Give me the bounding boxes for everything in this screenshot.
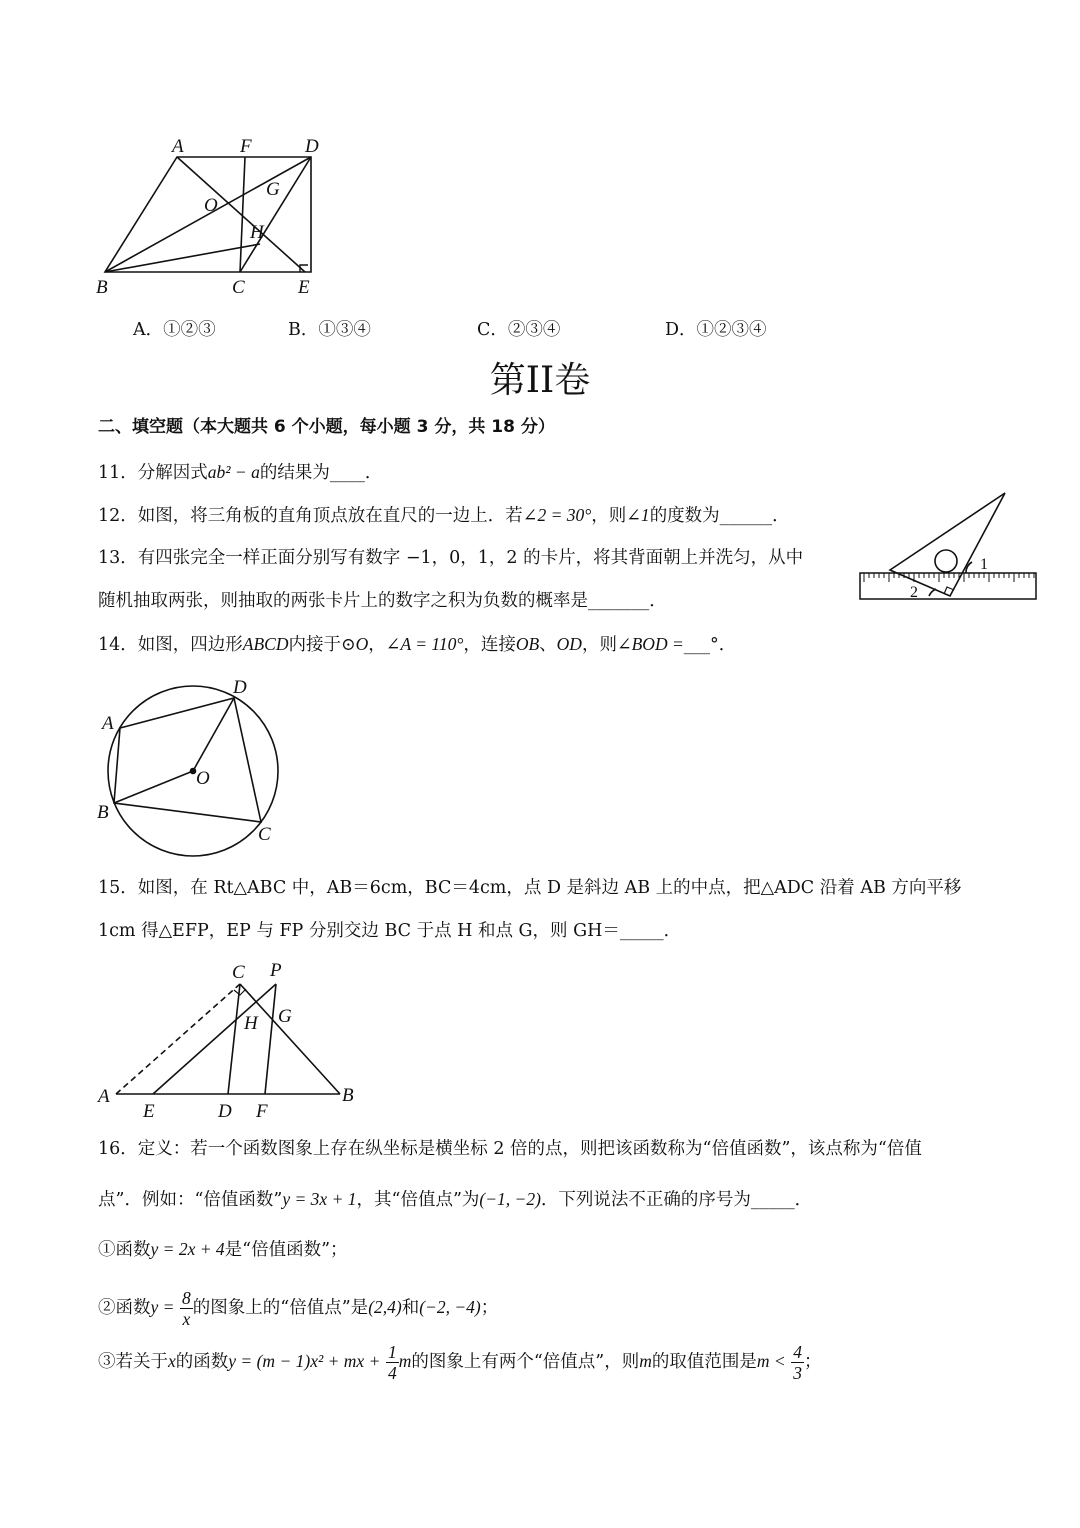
fraction-1-over-4: $\frac{1}{4}$	[387, 1342, 397, 1383]
option-b[interactable]: B．①③④	[288, 320, 371, 340]
label-angle-2: 2	[910, 584, 918, 601]
label-H: H	[250, 222, 264, 243]
fraction-4-over-3: $\frac{4}{3}$	[793, 1342, 803, 1383]
question-13-line2: 随机抽取两张，则抽取的两张卡片上的数字之积为负数的概率是_______．	[98, 591, 667, 611]
segment-AC-dashed	[116, 984, 240, 1094]
question-16-item-1: ①函数y = 2x + 4是“倍值函数”；	[98, 1239, 348, 1260]
option-a[interactable]: A．①②③	[133, 320, 216, 340]
question-16-line1: 16．定义：若一个函数图象上存在纵坐标是横坐标 2 倍的点，则把该函数称为“倍值函数”，该点称为“倍值	[98, 1139, 922, 1159]
segment-EP	[153, 984, 276, 1094]
section-heading: 二、填空题（本大题共 6 个小题，每小题 3 分，共 18 分）	[98, 417, 555, 437]
question-12: 12．如图，将三角板的直角顶点放在直尺的一边上．若∠2 = 30°，则∠1的度数为______．	[98, 505, 790, 526]
question-16-item-3: ③若关于x的函数y = (m − 1)x² + mx + $\frac{1}{4}$ m的图象上有两个“倍值点”，则m的取值范围是m < $\frac{4}{3}$ ；	[98, 1342, 822, 1383]
option-d[interactable]: D．①②③④	[665, 320, 767, 340]
label-D: D	[233, 677, 247, 698]
question-14: 14．如图，四边形ABCD内接于⊙O，∠A = 110°，连接OB、OD，则∠BOD =___°．	[98, 634, 737, 655]
label-B: B	[97, 802, 109, 823]
segment-PF	[265, 984, 276, 1094]
label-C: C	[232, 277, 245, 298]
label-F: F	[256, 1101, 268, 1122]
label-O: O	[196, 768, 210, 789]
label-G: G	[266, 179, 280, 200]
segment-CD	[228, 984, 240, 1094]
label-angle-1: 1	[980, 556, 988, 573]
question-11: 11．分解因式ab² − a的结果为____．	[98, 462, 383, 483]
question-16-item-2: ②函数y = $\frac{8}{x}$ 的图象上的“倍值点”是(2,4)和(−2, −4)；	[98, 1288, 499, 1329]
label-E: E	[143, 1101, 155, 1122]
section-title: 第II卷	[489, 360, 591, 401]
label-E: E	[298, 277, 310, 298]
label-D: D	[218, 1101, 232, 1122]
question-16-line2: 点”．例如：“倍值函数”y = 3x + 1，其“倍值点”为(−1, −2)．下列说法不正确的序号为_____．	[98, 1189, 813, 1210]
label-C: C	[232, 962, 245, 983]
label-B: B	[342, 1085, 354, 1106]
label-D: D	[305, 136, 319, 157]
label-B: B	[96, 277, 108, 298]
label-P: P	[270, 960, 282, 981]
label-A: A	[172, 136, 184, 157]
label-H: H	[244, 1013, 258, 1034]
question-15-line1: 15．如图，在 Rt△ABC 中，AB＝6cm，BC＝4cm，点 D 是斜边 AB 上的中点，把△ADC 沿着 AB 方向平移	[98, 878, 962, 898]
label-A: A	[98, 1086, 110, 1107]
question-15-line2: 1cm 得△EFP，EP 与 FP 分别交边 BC 于点 H 和点 G，则 GH＝_____．	[98, 921, 682, 941]
label-G: G	[278, 1006, 292, 1027]
label-O: O	[204, 195, 218, 216]
label-A: A	[102, 713, 114, 734]
label-C: C	[258, 824, 271, 845]
segment-CB	[240, 984, 340, 1094]
label-F: F	[240, 136, 252, 157]
fraction-8-over-x: $\frac{8}{x}$	[182, 1288, 191, 1329]
question-13-line1: 13．有四张完全一样正面分别写有数字 −1，0，1，2 的卡片，将其背面朝上并洗匀，从中	[98, 548, 804, 568]
option-c[interactable]: C．②③④	[477, 320, 561, 340]
